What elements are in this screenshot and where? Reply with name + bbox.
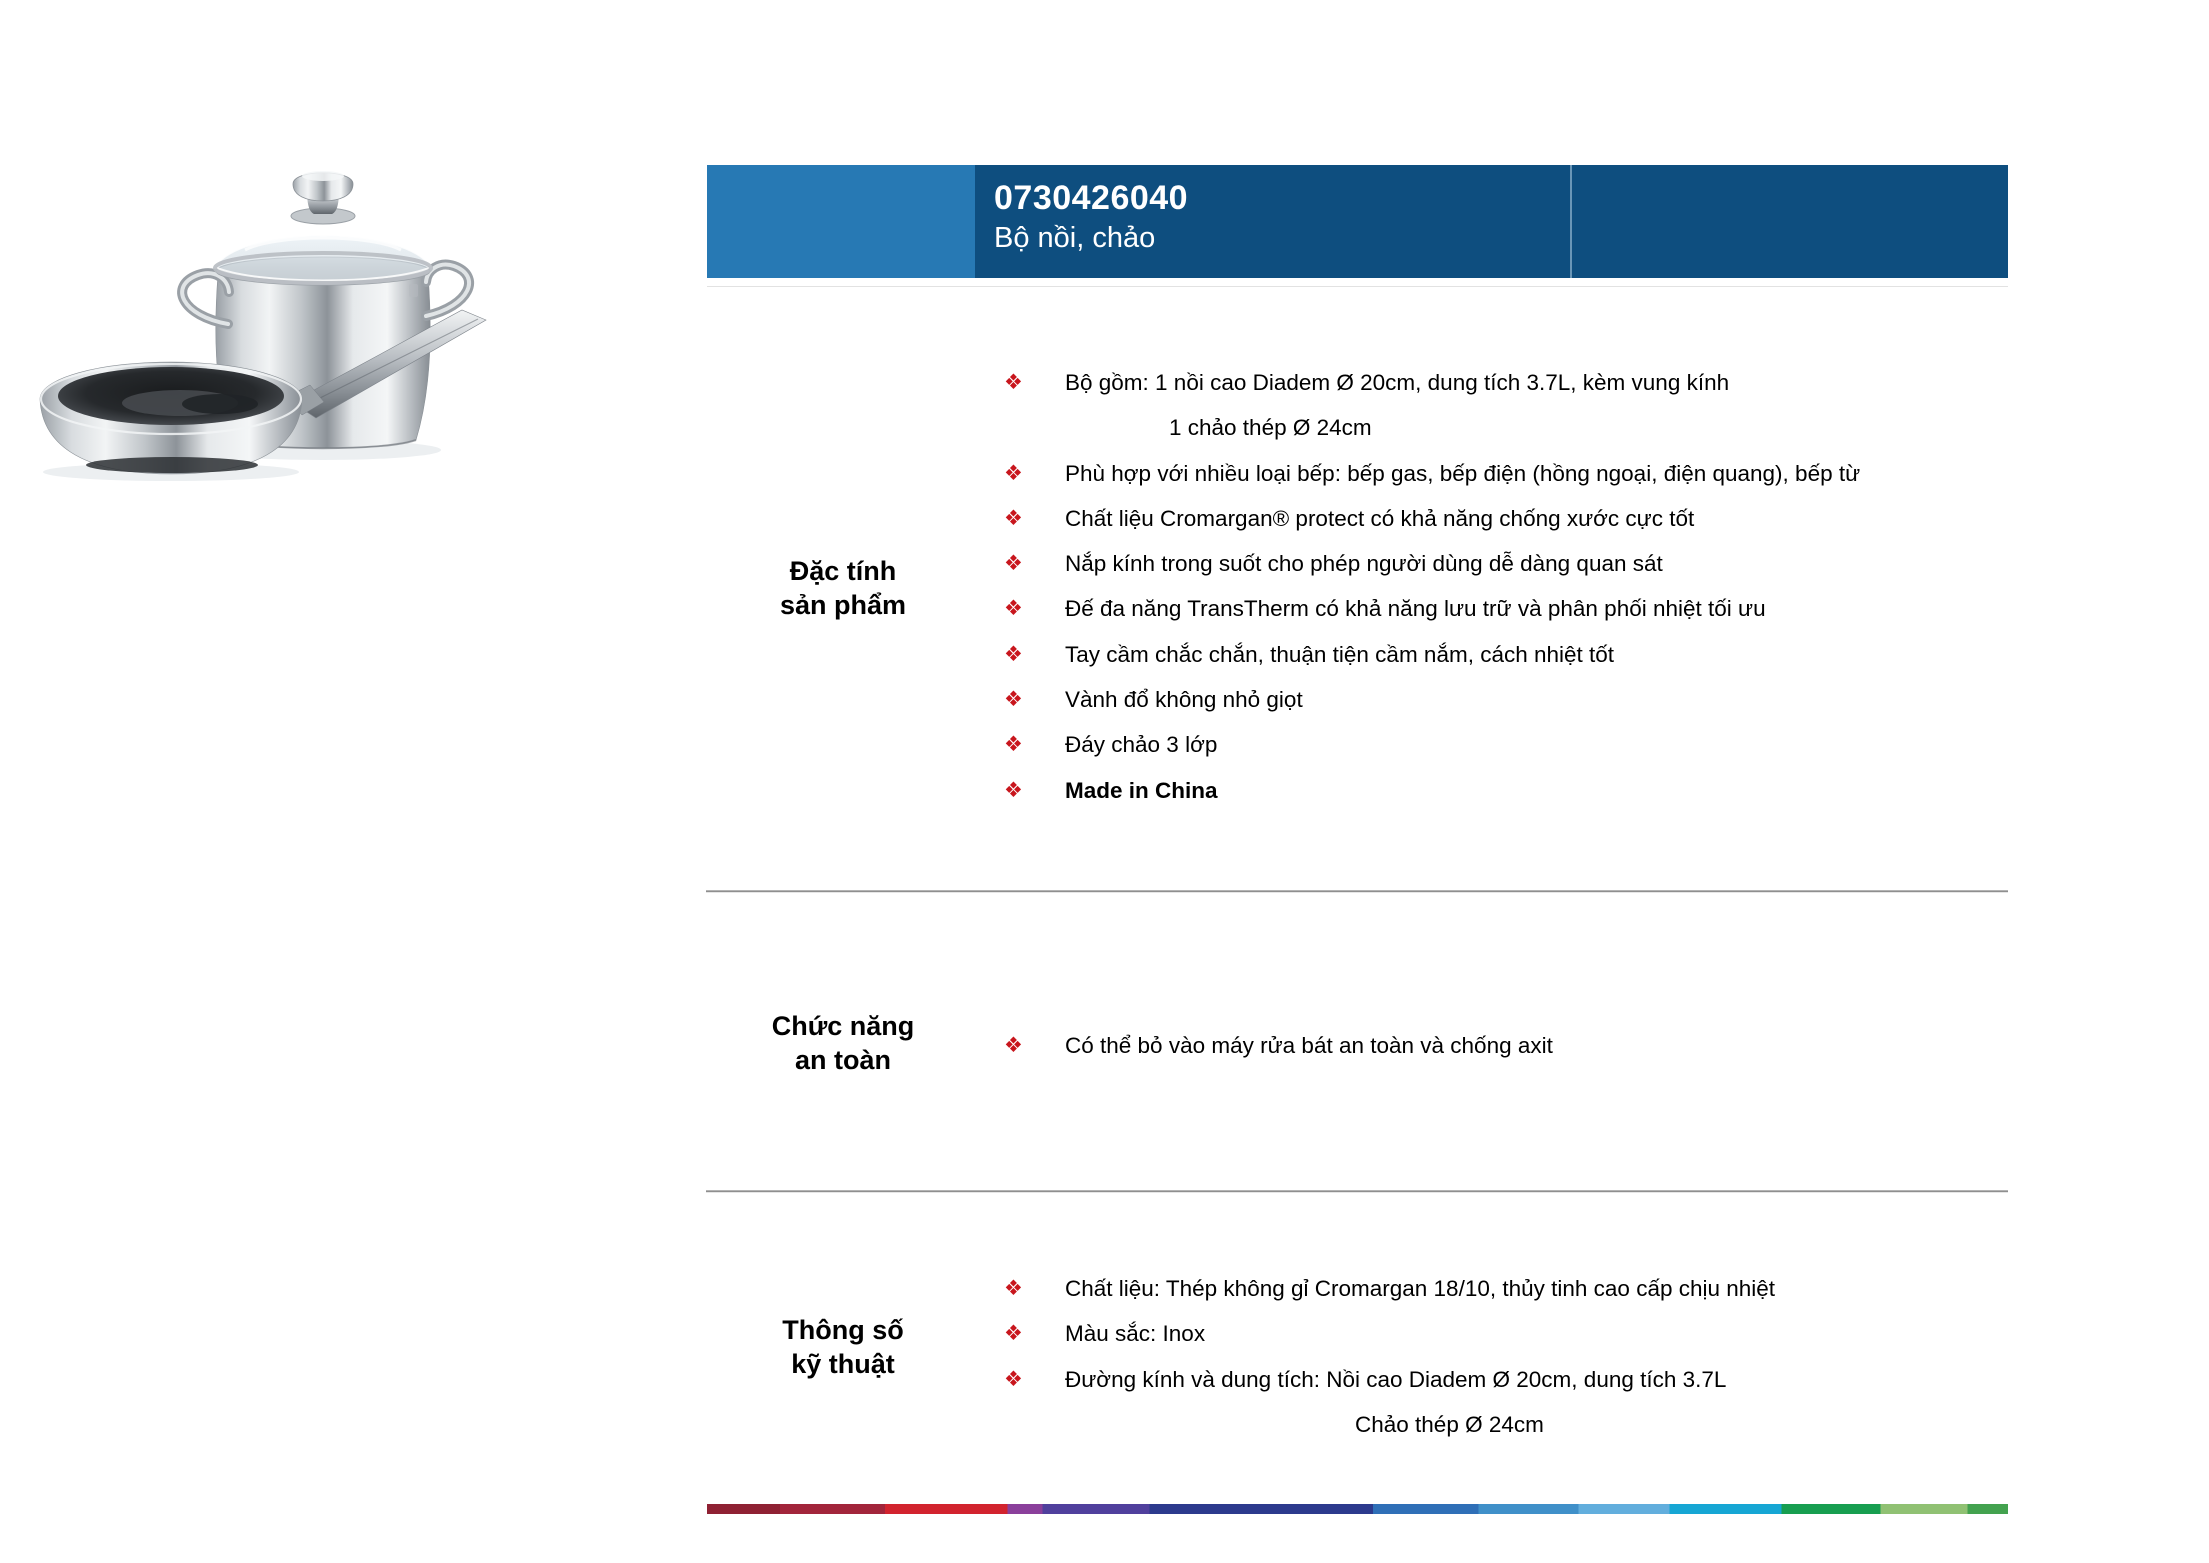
pot-logo-mark [409, 284, 418, 297]
specs-list [1004, 1274, 2014, 1455]
list-item-text: Made in China [1065, 777, 1218, 803]
bullet-diamond-icon: ❖ [1004, 1034, 1023, 1057]
bullet-diamond-icon: ❖ [1004, 506, 1023, 530]
list-item [1004, 504, 2014, 549]
header-bar [707, 165, 2008, 278]
list-item-text: Đế đa năng TransTherm có khả năng lưu trữ và phân phối nhiệt tối ưu [1065, 596, 1766, 622]
list-item [1004, 640, 2014, 685]
header-accent-block [707, 165, 975, 278]
list-item-text: Đáy chảo 3 lớp [1065, 732, 1218, 758]
list-item [1004, 730, 2014, 775]
header-title-block [975, 165, 2008, 278]
list-item-text: Màu sắc: Inox [1065, 1321, 1206, 1347]
list-item [1004, 413, 2014, 458]
section-label-features: Đặc tính sản phẩm [779, 556, 907, 620]
list-item [1004, 685, 2014, 730]
list-item [1004, 368, 2014, 413]
list-item-text: 1 chảo thép Ø 24cm [1169, 415, 1372, 441]
cookware-set-photo [30, 152, 500, 490]
bullet-diamond-icon: ❖ [1004, 688, 1023, 712]
list-item-text: Chất liệu Cromargan® protect có khả năng chống xước cực tốt [1065, 505, 1695, 531]
list-item [1004, 776, 2014, 821]
list-item-text: Phù hợp với nhiều loại bếp: bếp gas, bếp điện (hồng ngoại, điện quang), bếp từ [1065, 460, 1861, 486]
list-item [1004, 549, 2014, 594]
list-item-text: Chất liệu: Thép không gỉ Cromargan 18/10, thủy tinh cao cấp chịu nhiệt [1065, 1276, 1776, 1301]
product-name: Bộ nồi, chảo [994, 222, 1156, 254]
header-divider [1570, 165, 1572, 278]
list-item-text: Nắp kính trong suốt cho phép người dùng dễ dàng quan sát [1065, 551, 1663, 577]
frying-pan [40, 362, 302, 474]
list-item [1004, 1031, 2014, 1076]
section-label-specs: Thông số kỹ thuật [782, 1315, 904, 1379]
list-item-text: Tay cầm chắc chắn, thuận tiện cầm nắm, cách nhiệt tốt [1065, 641, 1615, 667]
safety-list [1004, 1031, 2014, 1076]
bullet-diamond-icon: ❖ [1004, 642, 1023, 666]
list-item-text: Chảo thép Ø 24cm [1355, 1411, 1544, 1437]
bullet-diamond-icon: ❖ [1004, 552, 1023, 576]
header-underline [707, 286, 2008, 287]
list-item [1004, 459, 2014, 504]
bullet-diamond-icon: ❖ [1004, 1322, 1023, 1346]
list-item [1004, 1365, 2014, 1410]
bullet-diamond-icon: ❖ [1004, 461, 1023, 485]
bullet-diamond-icon: ❖ [1004, 1367, 1023, 1391]
list-item-text: Có thể bỏ vào máy rửa bát an toàn và chống axit [1065, 1033, 1553, 1058]
section-separator [706, 1190, 2008, 1193]
pan-base [86, 457, 258, 473]
list-item [1004, 1319, 2014, 1364]
section-separator [706, 890, 2008, 893]
list-item-text: Đường kính và dung tích: Nồi cao Diadem Ø 20cm, dung tích 3.7L [1065, 1366, 1727, 1392]
list-item [1004, 594, 2014, 639]
product-code: 0730426040 [994, 179, 1189, 217]
bullet-diamond-icon: ❖ [1004, 1277, 1023, 1300]
bullet-diamond-icon: ❖ [1004, 371, 1023, 394]
bullet-diamond-icon: ❖ [1004, 778, 1023, 802]
list-item-text: Vành đổ không nhỏ giọt [1065, 687, 1303, 713]
list-item-text: Bộ gồm: 1 nồi cao Diadem Ø 20cm, dung tích 3.7L, kèm vung kính [1065, 370, 1730, 395]
list-item [1004, 1274, 2014, 1319]
list-item [1004, 1410, 2014, 1455]
section-label-safety: Chức năng an toàn [771, 1011, 915, 1075]
lid-knob [291, 171, 355, 224]
bullet-diamond-icon: ❖ [1004, 597, 1023, 621]
bullet-diamond-icon: ❖ [1004, 733, 1023, 757]
footer-gradient-bar [707, 1504, 2008, 1514]
features-list [1004, 368, 2014, 821]
